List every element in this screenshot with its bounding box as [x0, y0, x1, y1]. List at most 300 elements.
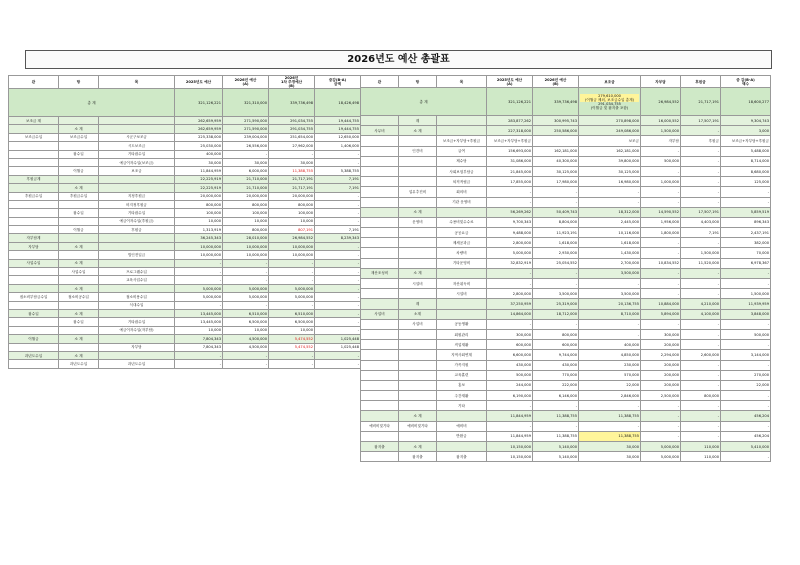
- table-cell: [399, 166, 437, 176]
- table-cell: -: [681, 319, 721, 329]
- table-cell: 40,300,000: [533, 156, 579, 166]
- table-cell: 11,388,755: [533, 431, 579, 441]
- table-cell: 계: [399, 116, 437, 126]
- table-cell: [59, 175, 99, 183]
- table-cell: 소 계: [59, 242, 99, 250]
- total-row: 총 계 321,126,221 339,736,498 279,610,000 (이월금 제외, 보조금수입 총계) 291,034,755 (이월금 및 잡지출 포함) 26,984,552 21,717,191 18,600,277: [361, 88, 771, 116]
- table-cell: [361, 299, 399, 309]
- table-cell: 27,962,000: [269, 142, 315, 150]
- table-cell: 기타운영비: [437, 258, 487, 268]
- table-cell: [361, 258, 399, 268]
- col-header: 보조금: [579, 76, 641, 88]
- table-cell: 소 계: [59, 259, 99, 267]
- table-cell: [99, 259, 175, 267]
- table-cell: -: [487, 279, 533, 289]
- table-cell: 재산조성비: [361, 268, 399, 278]
- table-cell: -: [641, 268, 681, 278]
- table-cell: 9,700,343: [487, 217, 533, 227]
- table-cell: 10,000,000: [175, 251, 223, 259]
- table-cell: 회의비: [437, 187, 487, 197]
- table-cell: 291,034,755: [269, 125, 315, 133]
- table-cell: 30,125,000: [533, 166, 579, 176]
- table-row: [361, 207, 771, 217]
- table-cell: 소 계: [59, 284, 99, 292]
- table-cell: 25,054,552: [533, 258, 579, 268]
- table-row: [9, 200, 361, 208]
- table-cell: -: [315, 209, 361, 217]
- table-cell: 800,000: [681, 391, 721, 401]
- table-cell: 11,939,959: [721, 299, 771, 309]
- table-cell: [59, 158, 99, 166]
- table-cell: -: [681, 380, 721, 390]
- table-cell: 430,000: [487, 360, 533, 370]
- table-cell: 1,430,000: [579, 248, 641, 258]
- table-cell: [9, 326, 59, 334]
- table-cell: 5,000,000: [269, 293, 315, 301]
- table-cell: [9, 184, 59, 192]
- table-cell: 11,388,755: [269, 167, 315, 175]
- table-cell: 18,312,000: [579, 207, 641, 217]
- table-cell: [9, 360, 59, 368]
- table-cell: 21,710,000: [223, 175, 269, 183]
- table-cell: [399, 228, 437, 238]
- table-cell: [9, 209, 59, 217]
- table-cell: [361, 431, 399, 441]
- table-cell: 156,693,000: [487, 146, 533, 156]
- table-cell: 1,618,000: [533, 238, 579, 248]
- table-cell: [399, 401, 437, 411]
- table-cell: 7,191: [315, 184, 361, 192]
- table-cell: -: [721, 319, 771, 329]
- left-table-body: [9, 117, 361, 369]
- table-row: [361, 401, 771, 411]
- table-cell: 300,000: [487, 329, 533, 339]
- table-cell: -: [223, 150, 269, 158]
- table-cell: 제수당: [437, 156, 487, 166]
- table-cell: -: [487, 197, 533, 207]
- table-cell: -: [579, 401, 641, 411]
- table-cell: 5,140,000: [533, 442, 579, 452]
- table-cell: 20,000,000: [175, 192, 223, 200]
- subsidy-total-cell: 279,610,000 (이월금 제외, 보조금수입 총계) 291,034,755 (이월금 및 잡지출 포함): [579, 88, 641, 116]
- table-cell: [99, 242, 175, 250]
- table-cell: 17,980,000: [533, 177, 579, 187]
- table-cell: 22,225,919: [175, 175, 223, 183]
- table-cell: 4,403,000: [681, 217, 721, 227]
- table-cell: 39,800,000: [579, 156, 641, 166]
- table-cell: -: [681, 431, 721, 441]
- table-cell: 이월금: [59, 226, 99, 234]
- table-cell: 11,388,755: [579, 431, 641, 441]
- table-cell: 시설비: [437, 289, 487, 299]
- table-cell: [361, 197, 399, 207]
- table-cell: -: [721, 340, 771, 350]
- table-cell: [361, 411, 399, 421]
- table-cell: -: [315, 360, 361, 368]
- table-cell: [437, 309, 487, 319]
- table-cell: 2,437,191: [721, 228, 771, 238]
- table-cell: 5,474,552: [269, 335, 315, 343]
- table-row: [361, 146, 771, 156]
- table-cell: 5,000,000: [175, 284, 223, 292]
- table-cell: 제세공과금: [437, 238, 487, 248]
- table-row: [9, 335, 361, 343]
- table-cell: 110,000: [681, 452, 721, 462]
- table-cell: 공동생활: [437, 319, 487, 329]
- table-cell: 22,000: [579, 380, 641, 390]
- table-row: [9, 343, 361, 351]
- table-cell: 6,190,000: [487, 391, 533, 401]
- table-cell: -: [175, 360, 223, 368]
- table-cell: 보조금 계: [9, 117, 59, 125]
- table-cell: [59, 276, 99, 284]
- table-cell: [59, 343, 99, 351]
- table-cell: 6,600,000: [487, 350, 533, 360]
- table-cell: [437, 207, 487, 217]
- table-cell: -: [681, 156, 721, 166]
- table-cell: -: [533, 401, 579, 411]
- table-cell: [399, 197, 437, 207]
- table-cell: [399, 329, 437, 339]
- table-cell: -: [175, 259, 223, 267]
- table-cell: -: [579, 319, 641, 329]
- table-cell: 10,000,000: [175, 242, 223, 250]
- table-cell: [99, 125, 175, 133]
- table-cell: [9, 150, 59, 158]
- table-row: [361, 279, 771, 289]
- table-row: [9, 284, 361, 292]
- table-cell: 1,025,448: [315, 343, 361, 351]
- table-cell: -: [487, 268, 533, 278]
- table-cell: [99, 284, 175, 292]
- table-cell: 11,520,000: [681, 258, 721, 268]
- table-cell: -: [315, 284, 361, 292]
- table-row: [361, 319, 771, 329]
- table-row: [9, 150, 361, 158]
- col-header: 관: [9, 76, 59, 89]
- table-cell: 30,000: [579, 452, 641, 462]
- table-cell: 100,000: [269, 209, 315, 217]
- table-cell: 30,000: [223, 158, 269, 166]
- table-cell: 5,388,755: [315, 167, 361, 175]
- table-cell: 예금이자수입(후원금): [99, 217, 175, 225]
- table-cell: -: [721, 279, 771, 289]
- table-cell: -: [175, 301, 223, 309]
- table-cell: 5,000,000: [641, 452, 681, 462]
- table-row: [361, 299, 771, 309]
- table-cell: -: [721, 187, 771, 197]
- table-cell: 22,000: [721, 380, 771, 390]
- table-cell: 456,204: [721, 431, 771, 441]
- table-cell: 소 계: [59, 309, 99, 317]
- table-cell: 회원관리: [437, 329, 487, 339]
- table-cell: 162,181,000: [533, 146, 579, 156]
- table-cell: [361, 360, 399, 370]
- table-cell: 지정후원금: [99, 192, 175, 200]
- table-cell: 8,710,000: [579, 309, 641, 319]
- table-cell: 32,832,919: [487, 258, 533, 268]
- table-cell: 보조금+자부담+후원금: [721, 136, 771, 146]
- table-cell: 239,004,000: [223, 133, 269, 141]
- table-cell: 7,804,343: [175, 343, 223, 351]
- table-row: [9, 117, 361, 125]
- table-row: [361, 228, 771, 238]
- table-cell: 230,000: [579, 360, 641, 370]
- table-row: [361, 329, 771, 339]
- table-cell: 6,500,000: [223, 318, 269, 326]
- table-cell: -: [681, 146, 721, 156]
- table-cell: 후원금: [99, 226, 175, 234]
- table-cell: 가족지원: [437, 360, 487, 370]
- table-cell: -: [533, 187, 579, 197]
- table-cell: [99, 351, 175, 359]
- table-cell: -: [487, 187, 533, 197]
- table-cell: -: [641, 166, 681, 176]
- table-cell: 896,343: [721, 217, 771, 227]
- table-cell: 2,500,000: [641, 391, 681, 401]
- table-cell: 28,010,000: [223, 234, 269, 242]
- table-row: [9, 351, 361, 359]
- table-cell: 시도보조금: [99, 142, 175, 150]
- table-cell: 잡수입: [59, 318, 99, 326]
- table-cell: [99, 184, 175, 192]
- table-cell: 소 계: [399, 126, 437, 136]
- table-cell: 후원금수입: [9, 192, 59, 200]
- table-cell: 10,834,552: [641, 258, 681, 268]
- table-cell: 10,000: [175, 326, 223, 334]
- table-cell: -: [721, 421, 771, 431]
- table-cell: -: [269, 301, 315, 309]
- table-cell: [99, 335, 175, 343]
- table-cell: 잡지출: [437, 452, 487, 462]
- table-cell: 244,000: [487, 380, 533, 390]
- page-title: 2026년도 예산 총괄표: [25, 50, 772, 69]
- table-cell: 271,590,000: [223, 125, 269, 133]
- table-cell: 11,844,959: [175, 167, 223, 175]
- table-cell: [361, 391, 399, 401]
- table-cell: 21,845,000: [487, 166, 533, 176]
- table-cell: 4,100,000: [681, 309, 721, 319]
- table-cell: 11,388,755: [533, 411, 579, 421]
- table-cell: -: [315, 351, 361, 359]
- col-header: 2025년도 예산: [175, 76, 223, 89]
- table-cell: 19,444,755: [315, 117, 361, 125]
- table-row: [361, 268, 771, 278]
- table-cell: 400,000: [175, 150, 223, 158]
- table-cell: 7,191: [315, 226, 361, 234]
- table-cell: [9, 301, 59, 309]
- table-cell: 1,000,000: [641, 177, 681, 187]
- table-cell: [59, 200, 99, 208]
- table-cell: [361, 401, 399, 411]
- table-cell: -: [269, 268, 315, 276]
- table-cell: 21,717,191: [269, 184, 315, 192]
- table-cell: 3,500,000: [579, 289, 641, 299]
- table-cell: 800,000: [175, 200, 223, 208]
- table-cell: [361, 248, 399, 258]
- table-cell: -: [533, 421, 579, 431]
- table-cell: 업무추진비: [399, 187, 437, 197]
- table-cell: 2,800,000: [487, 238, 533, 248]
- table-row: [361, 452, 771, 462]
- table-cell: 11,388,755: [579, 411, 641, 421]
- table-cell: [399, 136, 437, 146]
- table-cell: 9,488,000: [487, 228, 533, 238]
- table-cell: 잡지출: [399, 452, 437, 462]
- table-cell: 800,000: [269, 200, 315, 208]
- table-cell: 사무비: [361, 126, 399, 136]
- table-cell: -: [721, 401, 771, 411]
- table-row: [361, 380, 771, 390]
- table-cell: -: [721, 360, 771, 370]
- col-header: 항: [59, 76, 99, 89]
- table-cell: 271,590,000: [223, 117, 269, 125]
- table-cell: 125,000: [721, 177, 771, 187]
- table-row: [361, 258, 771, 268]
- table-cell: 보조금수입: [9, 133, 59, 141]
- table-cell: [399, 370, 437, 380]
- table-cell: -: [681, 289, 721, 299]
- table-cell: 6,510,000: [223, 309, 269, 317]
- table-cell: -: [641, 431, 681, 441]
- table-cell: -: [641, 238, 681, 248]
- table-row: [361, 136, 771, 146]
- table-cell: 소 계: [399, 442, 437, 452]
- table-cell: 1,025,448: [315, 335, 361, 343]
- table-row: [361, 350, 771, 360]
- table-cell: 비지정후원금: [99, 200, 175, 208]
- table-row: [9, 158, 361, 166]
- table-cell: 후원금: [681, 136, 721, 146]
- table-cell: -: [487, 319, 533, 329]
- table-cell: -: [641, 411, 681, 421]
- table-cell: 1,618,000: [579, 238, 641, 248]
- table-cell: 4,210,000: [681, 299, 721, 309]
- table-cell: -: [681, 401, 721, 411]
- table-cell: 14,590,552: [641, 207, 681, 217]
- table-row: [9, 167, 361, 175]
- table-cell: 20,000,000: [223, 192, 269, 200]
- table-cell: [361, 217, 399, 227]
- table-cell: 사회보험부담금: [437, 166, 487, 176]
- table-cell: [361, 166, 399, 176]
- table-cell: 보조금: [579, 136, 641, 146]
- table-cell: 기타잡수입: [99, 150, 175, 158]
- table-cell: 소 계: [59, 335, 99, 343]
- table-cell: -: [269, 276, 315, 284]
- table-cell: -: [579, 279, 641, 289]
- table-cell: 시군구보조금: [99, 133, 175, 141]
- table-cell: -: [641, 187, 681, 197]
- table-cell: 12,650,000: [315, 133, 361, 141]
- table-cell: -: [641, 248, 681, 258]
- table-cell: 200,000: [641, 380, 681, 390]
- table-cell: [437, 116, 487, 126]
- col-header: 2025년도 예산 (A): [487, 76, 533, 88]
- table-cell: 225,338,000: [175, 133, 223, 141]
- table-cell: 10,000,000: [269, 251, 315, 259]
- table-cell: 270,000: [721, 370, 771, 380]
- table-cell: [361, 279, 399, 289]
- table-cell: 456,204: [721, 411, 771, 421]
- table-cell: -: [315, 318, 361, 326]
- table-cell: 6,978,367: [721, 258, 771, 268]
- table-cell: [361, 207, 399, 217]
- table-cell: 사업수입: [9, 259, 59, 267]
- table-cell: -: [681, 411, 721, 421]
- table-cell: 사업수입: [59, 268, 99, 276]
- table-cell: -: [175, 268, 223, 276]
- col-header: 2026년 1차 추경예산 (B): [269, 76, 315, 89]
- table-row: [9, 309, 361, 317]
- table-cell: 소계: [399, 309, 437, 319]
- table-cell: -: [681, 279, 721, 289]
- table-cell: [59, 326, 99, 334]
- table-row: [9, 184, 361, 192]
- table-cell: 4,850,000: [579, 350, 641, 360]
- table-cell: 8,804,000: [533, 217, 579, 227]
- table-row: [361, 309, 771, 319]
- table-cell: [9, 217, 59, 225]
- table-cell: 162,181,000: [579, 146, 641, 156]
- table-cell: 20,000,000: [269, 192, 315, 200]
- table-cell: 보조금수입: [59, 133, 99, 141]
- table-row: [9, 360, 361, 368]
- table-cell: [99, 117, 175, 125]
- table-cell: [361, 116, 399, 126]
- table-row: [361, 431, 771, 441]
- table-cell: 570,000: [579, 370, 641, 380]
- table-cell: [99, 309, 175, 317]
- table-cell: 5,474,552: [269, 343, 315, 351]
- table-cell: 자부담: [99, 343, 175, 351]
- table-cell: 21,710,000: [223, 184, 269, 192]
- table-cell: 10,150,000: [487, 452, 533, 462]
- table-cell: 후원금계: [9, 175, 59, 183]
- table-cell: 5,140,000: [533, 452, 579, 462]
- col-header: 자부담: [641, 76, 681, 88]
- table-cell: [59, 217, 99, 225]
- table-cell: -: [533, 279, 579, 289]
- table-cell: 26,984,552: [269, 234, 315, 242]
- table-row: [361, 126, 771, 136]
- table-cell: 잡지출: [361, 442, 399, 452]
- table-cell: -: [315, 158, 361, 166]
- table-cell: -: [579, 187, 641, 197]
- col-header: 관: [361, 76, 399, 88]
- table-cell: 14,864,000: [487, 309, 533, 319]
- table-cell: 11,844,959: [487, 431, 533, 441]
- table-cell: [437, 411, 487, 421]
- table-cell: 예비비및기타: [361, 421, 399, 431]
- table-cell: 1,956,000: [641, 217, 681, 227]
- table-cell: [399, 156, 437, 166]
- table-cell: 300,995,743: [533, 116, 579, 126]
- table-cell: 5,000,000: [223, 293, 269, 301]
- table-cell: [533, 136, 579, 146]
- table-cell: 지역사회연계: [437, 350, 487, 360]
- table-cell: 200,000: [641, 340, 681, 350]
- table-cell: -: [721, 391, 771, 401]
- table-cell: 6,146,000: [533, 391, 579, 401]
- table-cell: -: [175, 276, 223, 284]
- table-cell: [99, 175, 175, 183]
- table-cell: 7,191: [315, 175, 361, 183]
- col-header: 증감(B-A) 금액: [315, 76, 361, 89]
- table-cell: -: [641, 197, 681, 207]
- table-cell: [399, 360, 437, 370]
- table-cell: 자부담계: [9, 234, 59, 242]
